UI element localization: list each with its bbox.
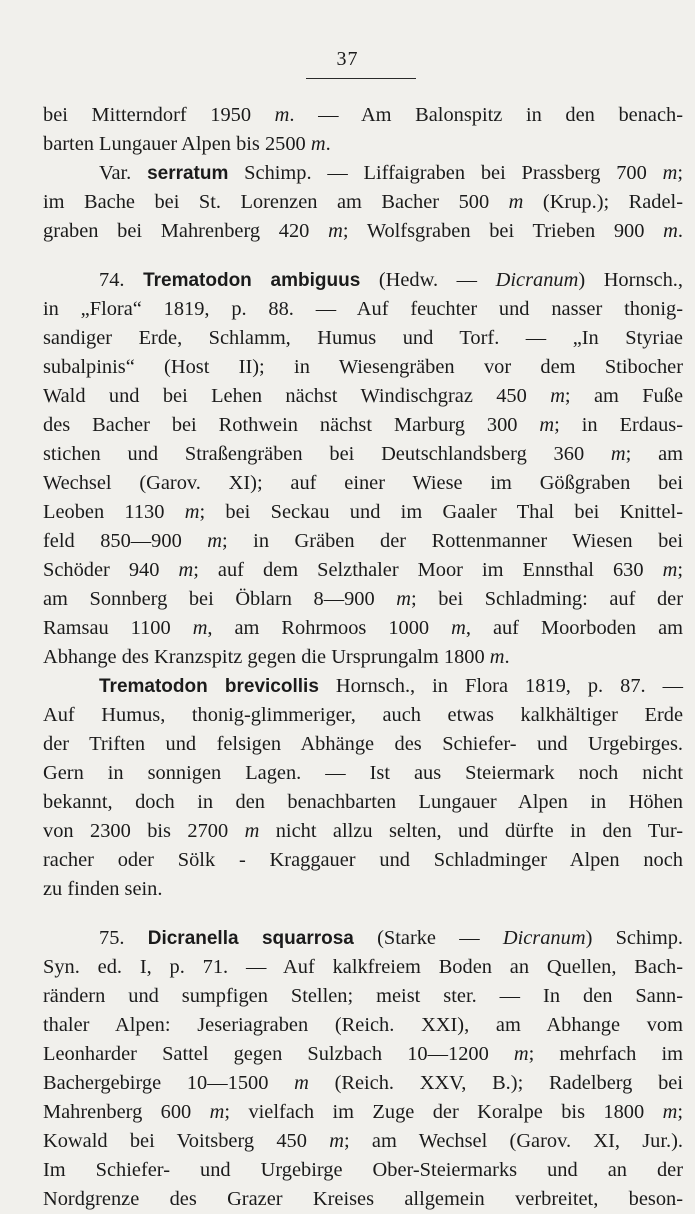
text-line: Trematodon brevicollis Hornsch., in Flora 1819, p. 87. — <box>99 675 684 697</box>
italic-text: m <box>451 617 466 639</box>
text-line: Kowald bei Voitsberg 450 m; am Wechsel (Garov. XI, Jur.). <box>43 1130 684 1152</box>
text-line: racher oder Sölk - Kraggauer und Schladminger Alpen noch <box>43 849 683 871</box>
page-number: 37 <box>336 48 359 70</box>
italic-text: m <box>662 162 678 184</box>
text-line: Leoben 1130 m; bei Seckau und im Gaaler Thal bei Knittel- <box>43 501 683 523</box>
species-name: Dicranella squarrosa <box>147 928 354 949</box>
text-line: bei Mitterndorf 1950 m. — Am Balonspitz in den benach- <box>43 104 683 126</box>
text-line: Gern in sonnigen Lagen. — Ist aus Steiermark noch nicht <box>43 762 683 784</box>
header-rule <box>306 78 416 79</box>
text-line: bekannt, doch in den benachbarten Lungauer Alpen in Höhen <box>43 791 683 813</box>
italic-text: m <box>209 1101 225 1123</box>
italic-text: m <box>244 820 260 842</box>
text-line: in „Flora“ 1819, p. 88. — Auf feuchter und nasser thonig- <box>43 298 683 320</box>
text-line: 75. Dicranella squarrosa (Starke — Dicranum) Schimp. <box>99 927 683 949</box>
italic-text: m <box>539 414 555 436</box>
italic-text: m <box>274 104 290 126</box>
italic-text: m <box>207 530 223 552</box>
italic-text: m <box>396 588 411 610</box>
text-line: 74. Trematodon ambiguus (Hedw. — Dicranum) Hornsch., <box>99 269 683 291</box>
paragraph-gap <box>43 904 683 924</box>
text-line: Wechsel (Garov. XI); auf einer Wiese im Gößgraben bei <box>43 472 683 494</box>
text-line: der Triften und felsigen Abhänge des Schiefer- und Urgebirges. <box>43 733 683 755</box>
text-line: subalpinis“ (Host II); in Wiesengräben vor dem Stibocher <box>43 356 683 378</box>
text-line: Abhange des Kranzspitz gegen die Ursprungalm 1800 m. <box>43 646 510 668</box>
text-line: Auf Humus, thonig-glimmeriger, auch etwas kalkhältiger Erde <box>43 704 683 726</box>
text-line: Nordgrenze des Grazer Kreises allgemein verbreitet, beson- <box>43 1188 683 1210</box>
italic-text: Dicranum <box>502 927 586 949</box>
text-line: Wald und bei Lehen nächst Windischgraz 450 m; am Fuße <box>43 385 683 407</box>
text-line: stichen und Straßengräben bei Deutschlandsberg 360 m; am <box>43 443 683 465</box>
species-name: Trematodon ambiguus <box>143 270 361 291</box>
text-line: Im Schiefer- und Urgebirge Ober-Steiermarks und an der <box>43 1159 683 1181</box>
italic-text: m <box>662 1101 678 1123</box>
body-text <box>43 101 683 1214</box>
text-line: Syn. ed. I, p. 71. — Auf kalkfreiem Boden an Quellen, Bach- <box>43 956 683 978</box>
text-line: Schöder 940 m; auf dem Selzthaler Moor im Ennsthal 630 m; <box>43 559 683 581</box>
text-line: Bachergebirge 10—1500 m (Reich. XXV, B.); Radelberg bei <box>43 1072 683 1094</box>
italic-text: m <box>329 1130 344 1152</box>
species-name: Trematodon brevicollis <box>99 676 319 697</box>
text-line: rändern und sumpfigen Stellen; meist ster. — In den Sann- <box>43 985 683 1007</box>
italic-text: m <box>513 1043 529 1065</box>
species-name: serratum <box>147 163 229 184</box>
text-line: graben bei Mahrenberg 420 m; Wolfsgraben bei Trieben 900 m. <box>43 220 684 242</box>
italic-text: m <box>192 617 208 639</box>
text-line: Mahrenberg 600 m; vielfach im Zuge der Koralpe bis 1800 m; <box>43 1101 683 1123</box>
italic-text: m <box>550 385 565 407</box>
italic-text: m <box>178 559 194 581</box>
italic-text: m <box>508 191 524 213</box>
paragraph-gap <box>43 246 683 266</box>
italic-text: m <box>310 133 326 155</box>
italic-text: m <box>662 559 678 581</box>
text-line: im Bache bei St. Lorenzen am Bacher 500 m (Krup.); Radel- <box>43 191 683 213</box>
italic-text: m <box>294 1072 309 1094</box>
text-line: sandiger Erde, Schlamm, Humus und Torf. — „In Styriae <box>43 327 683 349</box>
italic-text: Dicranum <box>495 269 579 291</box>
text-line: von 2300 bis 2700 m nicht allzu selten, und dürfte in den Tur- <box>43 820 683 842</box>
italic-text: m <box>184 501 200 523</box>
italic-text: m <box>328 220 343 242</box>
italic-text: m <box>489 646 505 668</box>
text-line: feld 850—900 m; in Gräben der Rottenmanner Wiesen bei <box>43 530 683 552</box>
text-line: Leonharder Sattel gegen Sulzbach 10—1200 m; mehrfach im <box>43 1043 683 1065</box>
text-line: am Sonnberg bei Öblarn 8—900 m; bei Schladming: auf der <box>43 588 683 610</box>
italic-text: m <box>610 443 626 465</box>
text-line: barten Lungauer Alpen bis 2500 m. <box>43 133 331 155</box>
text-line: zu finden sein. <box>43 878 163 900</box>
italic-text: m <box>663 220 678 242</box>
text-line: Ramsau 1100 m, am Rohrmoos 1000 m, auf Moorboden am <box>43 617 683 639</box>
text-line: thaler Alpen: Jeseriagraben (Reich. XXI), am Abhange vom <box>43 1014 683 1036</box>
text-line: Var. serratum Schimp. — Liffaigraben bei Prassberg 700 m; <box>99 162 683 184</box>
text-line: des Bacher bei Rothwein nächst Marburg 300 m; in Erdaus- <box>43 414 683 436</box>
